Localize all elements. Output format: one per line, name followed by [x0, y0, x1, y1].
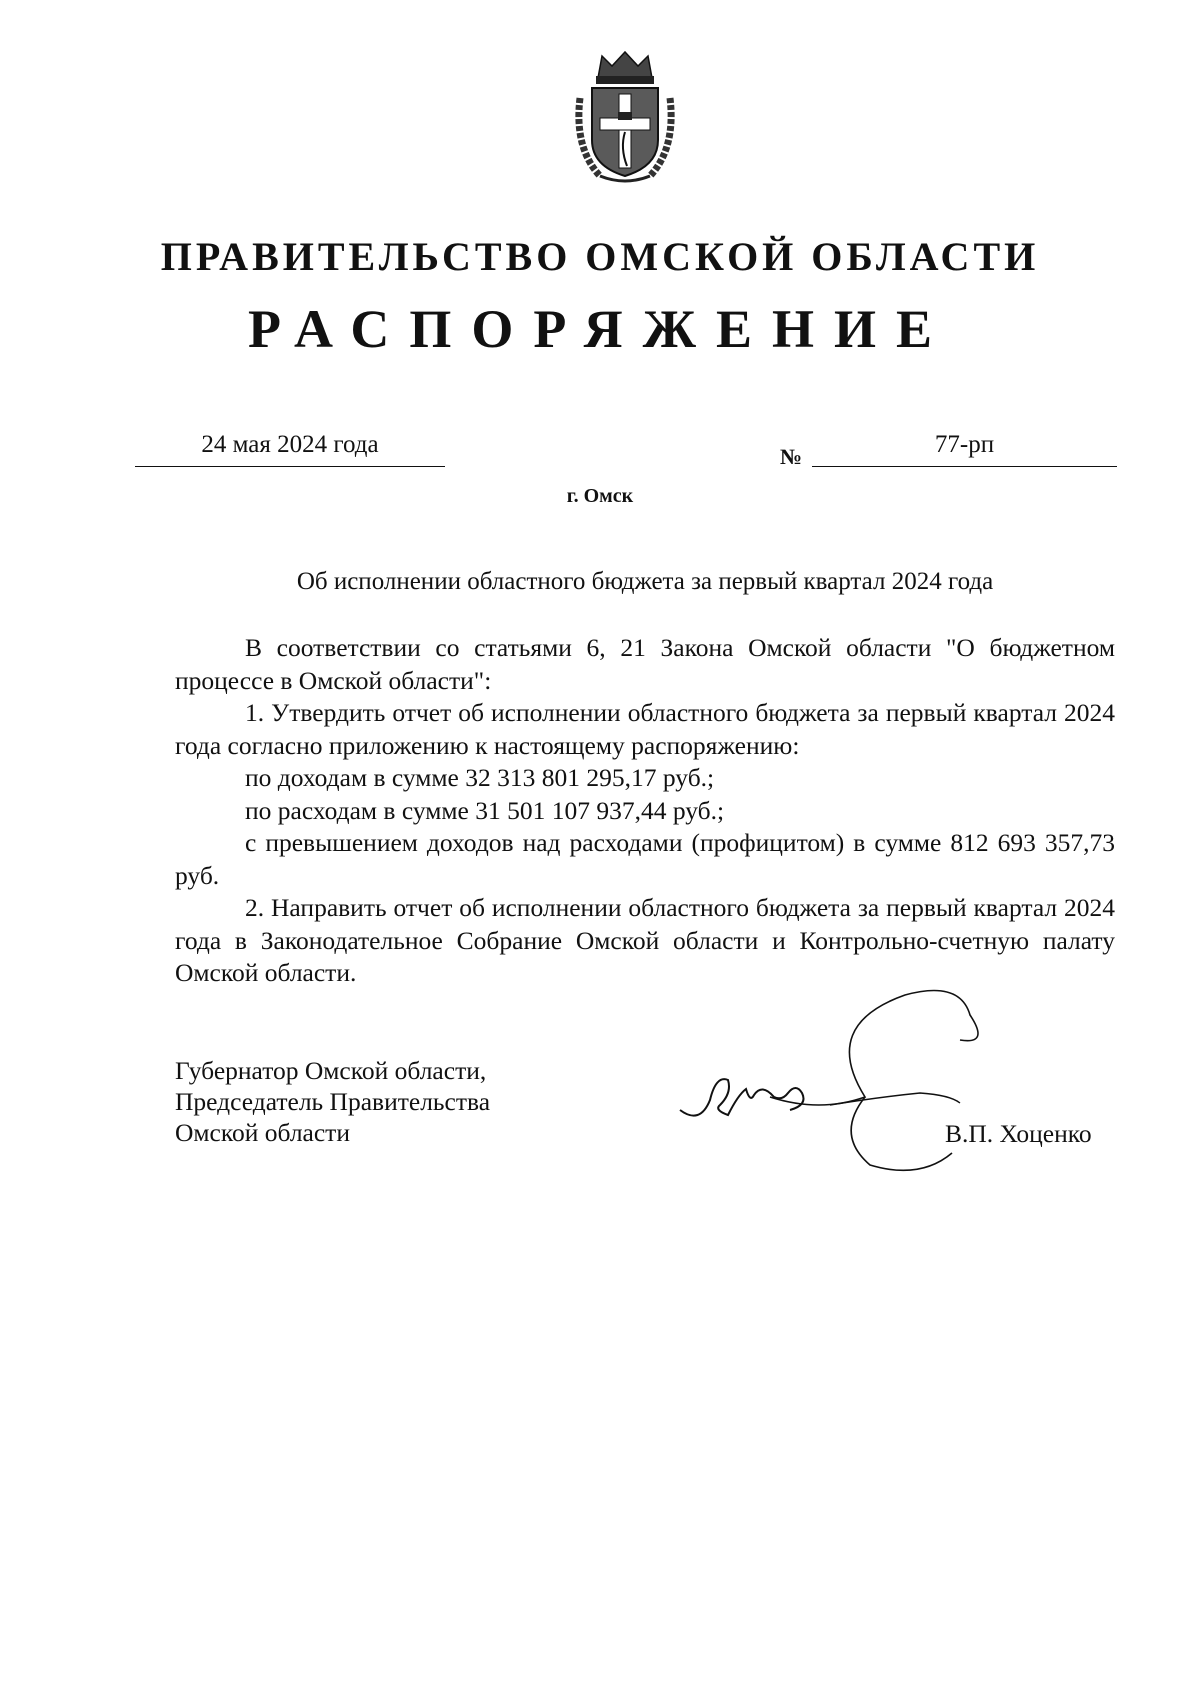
signatory-position [175, 1055, 490, 1148]
number-label: № [780, 444, 803, 469]
document-subject: Об исполнении областного бюджета за первый квартал 2024 года [296, 568, 994, 595]
document-date: 24 мая 2024 года [201, 431, 379, 458]
document-type-title: РАСПОРЯЖЕНИЕ [247, 299, 953, 359]
document-number: 77-рп [934, 431, 995, 458]
signatory-name: В.П. Хоценко [945, 1119, 1092, 1148]
body-paragraph: В соответствии со статьями 6, 21 Закона Омской области "О бюджетном процессе в Омской области": [175, 633, 1115, 695]
document-city: г. Омск [566, 485, 634, 507]
signatory-position-line: Председатель Правительства [175, 1087, 491, 1116]
date-underline [135, 466, 445, 467]
signatory-position-line: Омской области [175, 1118, 350, 1147]
body-paragraph: 1. Утвердить отчет об исполнении областного бюджета за первый квартал 2024 года согласно приложению к настоящему распоряжению: [175, 698, 1115, 760]
coat-of-arms-emblem [570, 48, 680, 188]
document-body [175, 632, 1115, 990]
body-paragraph: по доходам в сумме 32 313 801 295,17 руб.; [245, 763, 715, 792]
organization-title: ПРАВИТЕЛЬСТВО ОМСКОЙ ОБЛАСТИ [160, 234, 1040, 279]
handwritten-signature [670, 985, 1050, 1185]
body-paragraph: по расходам в сумме 31 501 107 937,44 руб.; [245, 795, 725, 825]
body-paragraph: с превышением доходов над расходами (профицитом) в сумме 812 693 357,73 руб. [175, 828, 1115, 890]
number-underline [812, 466, 1117, 467]
body-paragraph: 2. Направить отчет об исполнении областного бюджета за первый квартал 2024 года в Законодательное Собрание Омской области и Контрольно-счетную палату Омской области. [175, 893, 1115, 987]
signatory-position-line: Губернатор Омской области, [175, 1056, 487, 1085]
